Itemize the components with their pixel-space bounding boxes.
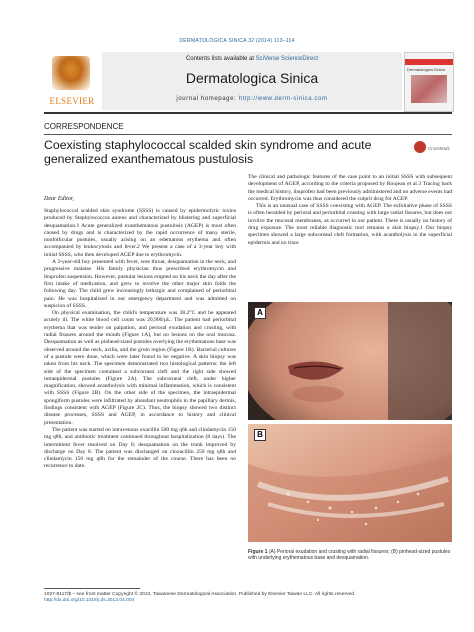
elsevier-tree-icon <box>52 56 90 90</box>
journal-cover-thumbnail[interactable] <box>404 52 454 112</box>
homepage-link[interactable]: http://www.derm-sinica.com <box>238 96 328 102</box>
paragraph: The clinical and pathologic features of the case point to an initial SSSS with subsequent development of AGEP, according to the criteria proposed by Roujeau et al.3 Tracing back the medical history, ibuprofen had been previously administered and no adverse events had occurred. Erythromycin was thus considered the culprit drug for AGEP. <box>248 174 452 202</box>
homepage-prefix: journal homepage: <box>176 96 239 102</box>
title-rule <box>44 134 452 135</box>
paragraph: This is an unusual case of SSSS coexisting with AGEP. The exfoliative phase of SSSS is often heralded by perioral and periorbital crusting with large radial fissures, but does not involve the mucosal membranes, as occurred in our patient. There is usually no history of drug exposure. The most reliable diagnostic tool remains a skin biopsy.1 Our biopsy specimen showed a large subcorneal cleft formation, with acantholysis in the superficial epidermis and no trace <box>248 203 452 246</box>
caption-title: Figure 1 <box>248 549 268 555</box>
figure-caption <box>248 549 452 562</box>
sciencedirect-link[interactable]: SciVerse ScienceDirect <box>255 56 319 62</box>
paragraph: A 3-year-old boy presented with fever, sore throat, desquamation in the neck, and progressive malaise. His family physician thus prescribed erythromycin and ibuprofen suspension. However, pustular lesions erupted on his neck the day after the first intake of medication, and grew to involve the other major skin folds the following day. The child grew increasingly lethargic and complained of periorbital pain. He was hospitalized in our emergency department and was admitted on suspicion of SSSS. <box>44 259 236 309</box>
cover-band <box>405 59 453 65</box>
figure-1b-photo[interactable] <box>248 424 452 542</box>
article-title: Coexisting staphylococcal scalded skin syndrome and acute generalized exanthematous pustulosis <box>44 138 372 166</box>
crossmark-label: CrossMark <box>428 146 450 151</box>
perioral-photo <box>248 302 452 420</box>
contents-prefix: Contents lists available at <box>185 56 256 62</box>
footnote-rule <box>44 588 140 589</box>
figure-1a-photo[interactable] <box>248 302 452 420</box>
footnote <box>44 592 452 605</box>
neck-pustules-photo <box>248 424 452 542</box>
elsevier-logo[interactable] <box>44 52 100 110</box>
publisher-name: ELSEVIER <box>49 96 95 106</box>
greeting: Dear Editor, <box>44 196 74 202</box>
header-rule <box>44 112 452 114</box>
panel-b-label: B <box>254 429 266 441</box>
cover-image <box>411 75 447 103</box>
section-label: CORRESPONDENCE <box>44 122 124 131</box>
cover-title: Dermatologica Sinica <box>407 67 445 72</box>
caption-text: (A) Perioral exudation and crusting with radial fissures; (B) pinhead-sized pustules with underlying erythematous base and desquamation. <box>248 549 451 562</box>
journal-title: Dermatologica Sinica <box>185 70 319 86</box>
contents-line <box>102 56 402 62</box>
running-head: DERMATOLOGICA SINICA 32 (2014) 113–114 <box>179 38 295 44</box>
masthead-banner <box>102 52 402 110</box>
journal-masthead <box>44 52 452 110</box>
right-column <box>248 174 452 247</box>
copyright-line: 1027-8117/$ – see front matter Copyright © 2013, Taiwanese Dermatological Association. Published by Elsevier Taiwan LLC. All rights reserved. <box>44 592 356 597</box>
paragraph: The patient was started on intravenous oxacillin 500 mg q6h and clindamycin 150 mg q8h, and antibiotic treatment continued throughout hospitalization (8 days). The intermittent fever resolved on Day 6; desquamation on the trunk improved by discharge on Day 8. The patient was discharged on cloxacillin 250 mg q8h and clindamycin 150 mg q8h for the remainder of the course. There has been no recurrence to date. <box>44 426 236 470</box>
crossmark-icon[interactable] <box>414 141 426 153</box>
panel-a-label: A <box>254 307 266 319</box>
doi-link[interactable]: http://dx.doi.org/10.1016/j.ds.2013.04.004 <box>44 598 135 604</box>
paragraph: On physical examination, the child's temperature was 38.2°C and he appeared acutely ill. The white blood cell count was 20,900/μL. The patient had periorbital erythema that was tender on palpation, and perioral exudation and crusting, with radial fissures around the mouth (Figure 1A), but no lesions on the oral mucosa. Desquamation as well as pinhead-sized pustules overlying the erythematous base was observed around the neck, axilla, and the groin region (Figure 1B). Bacterial cultures of a pustule were done, which were later found to be negative. A skin biopsy was taken from his neck. The specimen demonstrated two histological patterns: the left side of the specimen contained a subcorneal cleft and the right side showed intraepidermal pustules (Figure 2A). The subcorneal cleft, under higher magnification, showed acantholysis with minimal inflammation, which is consistent with SSSS (Figure 2B). On the other side of the specimen, the intraepidermal spongiform pustules were infiltrated by abundant neutrophils in the papillary dermis, findings consistent with AGEP (Figure 2C). Thus, the biopsy showed two distinct disease processes, SSSS and AGEP, in accordance to history and clinical presentation. <box>44 310 236 426</box>
homepage-line <box>102 96 402 102</box>
left-column <box>44 208 236 471</box>
paragraph: Staphylococcal scalded skin syndrome (SSSS) is caused by epidermolytic toxins produced by Staphylococcus aureus and characterized by blistering and superficial desquamation.1 Acute generalized exanthematous pustulosis (AGEP) is most often caused by drugs and is characterized by the rapid occurrence of many sterile, nonfollicular pustules, usually arising on an edematous erythema and often accompanied by leukocytosis and fever.2 We present a case of a 3-year boy with initial SSSS, who then developed AGEP due to erythromycin. <box>44 208 236 258</box>
